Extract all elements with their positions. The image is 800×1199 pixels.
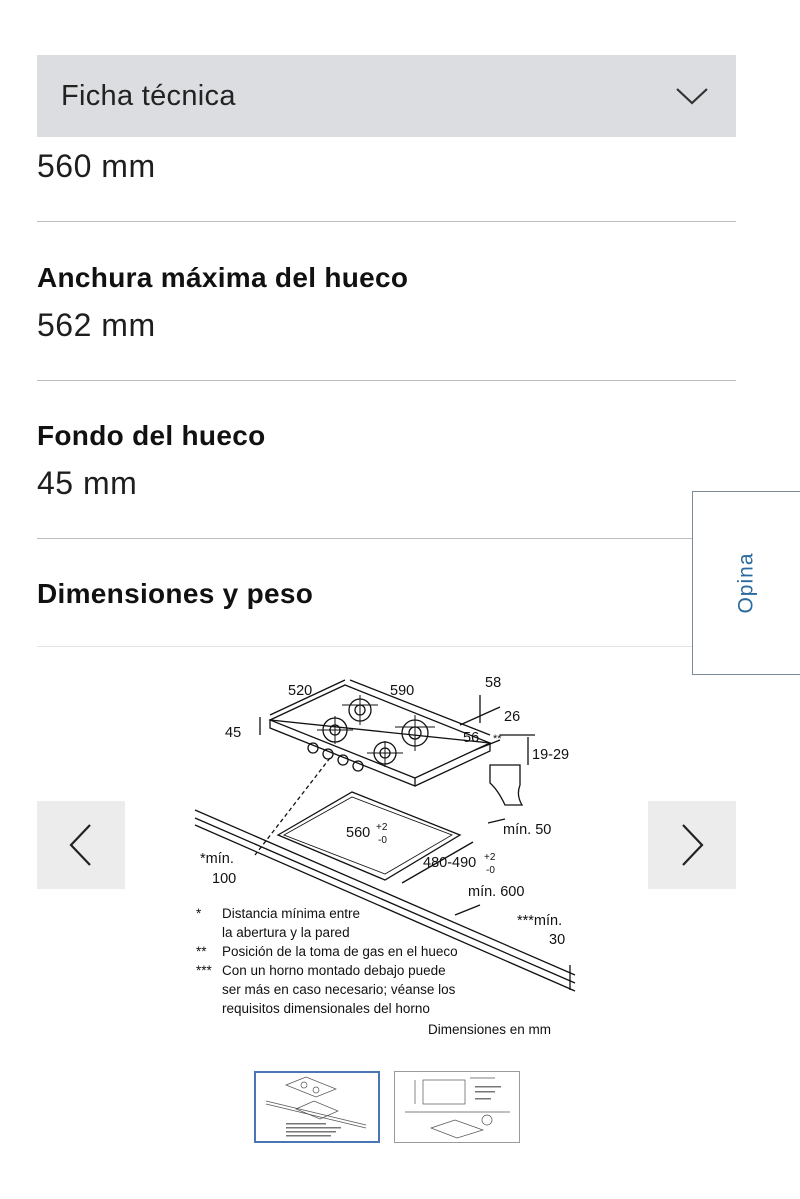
dim-520: 520 <box>288 683 313 699</box>
dim-560: 560 <box>346 825 371 841</box>
dim-480-490: 480-490 <box>423 855 477 871</box>
dim-min-100-b: 100 <box>212 871 237 887</box>
divider <box>37 538 736 539</box>
thumbnail-diagram-image <box>256 1073 378 1141</box>
note-line: ser más en caso necesario; véanse los <box>222 982 456 997</box>
dim-480-tol-bottom: -0 <box>486 865 495 876</box>
note-mark: ** <box>196 944 207 959</box>
opina-feedback-tab[interactable] <box>692 491 800 675</box>
dim-min-100-a: *mín. <box>200 851 234 867</box>
dim-19-29: 19-29 <box>532 747 570 763</box>
chevron-left-icon <box>66 822 96 868</box>
gallery-thumbnail-1[interactable] <box>254 1071 380 1143</box>
divider <box>37 221 736 222</box>
spec-label-anchura-maxima: Anchura máxima del hueco <box>37 262 409 293</box>
dim-58: 58 <box>485 675 502 691</box>
chevron-right-icon <box>677 822 707 868</box>
note-line: Posición de la toma de gas en el hueco <box>222 944 458 959</box>
gallery-next-button[interactable] <box>648 801 736 889</box>
accordion-title: Ficha técnica <box>61 79 236 112</box>
note-line: Distancia mínima entre <box>222 906 361 921</box>
ficha-tecnica-accordion[interactable] <box>37 55 736 137</box>
opina-label: Opina <box>734 552 758 614</box>
note-line: requisitos dimensionales del horno <box>222 1001 430 1016</box>
diagram-footer: Dimensiones en mm <box>428 1022 552 1037</box>
spec-value-anchura-maxima: 562 mm <box>37 307 156 343</box>
spec-value-fondo-hueco: 45 mm <box>37 465 138 501</box>
note-line: Con un horno montado debajo puede <box>222 963 446 978</box>
dim-590: 590 <box>390 683 415 699</box>
dim-45: 45 <box>225 725 242 741</box>
dim-56: 56 <box>463 730 480 746</box>
divider <box>37 646 736 647</box>
product-dimension-diagram <box>190 655 600 1045</box>
gallery-prev-button[interactable] <box>37 801 125 889</box>
dim-min-30-a: ***mín. <box>517 913 563 929</box>
divider <box>37 380 736 381</box>
gallery-thumbnail-2[interactable] <box>394 1071 520 1143</box>
section-title-dimensiones: Dimensiones y peso <box>37 578 314 609</box>
dim-560-tol-top: +2 <box>376 822 388 833</box>
dim-min-600: mín. 600 <box>468 884 525 900</box>
dim-26: 26 <box>504 709 521 725</box>
spec-value-ancho-hueco: 560 mm <box>37 148 156 184</box>
dim-stars: ** <box>493 733 502 745</box>
dim-560-tol-bottom: -0 <box>378 835 387 846</box>
dim-min-50: mín. 50 <box>503 822 552 838</box>
spec-label-fondo-hueco: Fondo del hueco <box>37 420 266 451</box>
dim-480-tol-top: +2 <box>484 852 496 863</box>
chevron-down-icon <box>674 84 710 108</box>
note-mark: * <box>196 906 202 921</box>
note-mark: *** <box>196 963 212 978</box>
note-line: la abertura y la pared <box>222 925 350 940</box>
thumbnail-diagram-image <box>395 1072 519 1142</box>
dim-min-30-b: 30 <box>549 932 566 948</box>
